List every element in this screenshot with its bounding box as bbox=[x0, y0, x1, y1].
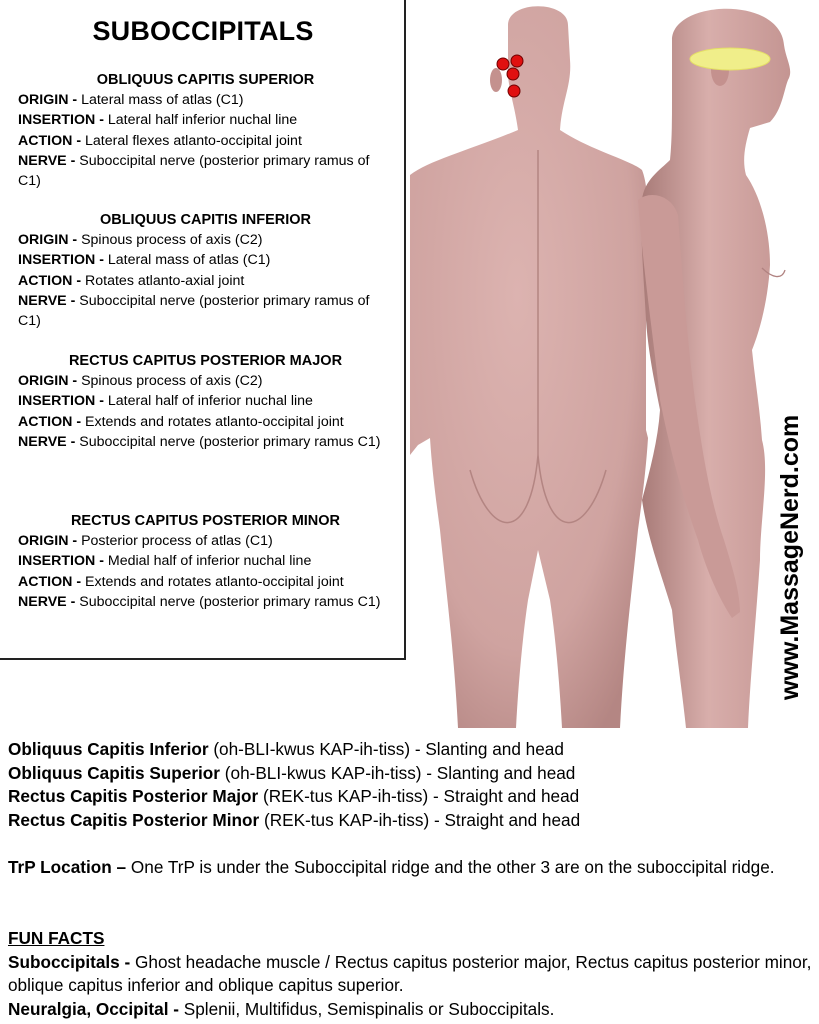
origin-row: ORIGIN - Posterior process of atlas (C1) bbox=[18, 533, 273, 550]
origin-row: ORIGIN - Spinous process of axis (C2) bbox=[18, 232, 263, 249]
insertion-row: INSERTION - Lateral half of inferior nuchal line bbox=[18, 393, 313, 410]
trigger-point-4 bbox=[508, 85, 520, 97]
trigger-point-2 bbox=[511, 55, 523, 67]
trigger-point-1 bbox=[497, 58, 509, 70]
fun-fact-item: Neuralgia, Occipital - Splenii, Multifidus, Semispinalis or Suboccipitals. bbox=[8, 998, 555, 1019]
action-row: ACTION - Extends and rotates atlanto-occipital joint bbox=[18, 573, 344, 590]
insertion-row: INSERTION - Medial half of inferior nuchal line bbox=[18, 553, 312, 570]
pronunciation-row: Rectus Capitis Posterior Minor (REK-tus KAP-ih-tiss) - Straight and head bbox=[8, 809, 581, 830]
muscle-name: RECTUS CAPITUS POSTERIOR MINOR bbox=[70, 513, 341, 529]
muscle-block-rectus-major bbox=[18, 351, 393, 452]
action-row: ACTION - Lateral flexes atlanto-occipital joint bbox=[18, 132, 302, 149]
side-view-body bbox=[638, 9, 790, 728]
anatomy-figure bbox=[410, 0, 819, 728]
origin-row: ORIGIN - Lateral mass of atlas (C1) bbox=[18, 92, 244, 109]
headache-zone-highlight bbox=[690, 48, 770, 70]
muscle-info-box bbox=[0, 0, 406, 660]
insertion-row: INSERTION - Lateral half inferior nuchal line bbox=[18, 112, 298, 129]
fun-fact-item: Suboccipitals - Ghost headache muscle / Rectus capitus posterior major, Rectus capitus posterior minor, oblique capitus inferior and oblique capitus superior. bbox=[8, 951, 812, 995]
muscle-name: OBLIQUUS CAPITIS INFERIOR bbox=[99, 212, 312, 228]
nerve-row: NERVE - Suboccipital nerve (posterior primary ramus of C1) bbox=[18, 152, 370, 190]
action-row: ACTION - Extends and rotates atlanto-occipital joint bbox=[18, 413, 344, 430]
pronunciation-list bbox=[8, 738, 813, 832]
nerve-row: NERVE - Suboccipital nerve (posterior primary ramus C1) bbox=[18, 593, 381, 610]
muscle-block-obliquus-inferior bbox=[18, 210, 393, 331]
pronunciation-row: Obliquus Capitis Inferior (oh-BLI-kwus KAP-ih-tiss) - Slanting and head bbox=[8, 739, 564, 759]
page-title: SUBOCCIPITALS bbox=[92, 16, 314, 46]
nerve-row: NERVE - Suboccipital nerve (posterior primary ramus of C1) bbox=[18, 292, 370, 330]
pronunciation-row: Rectus Capitis Posterior Major (REK-tus KAP-ih-tiss) - Straight and head bbox=[8, 786, 580, 806]
muscle-block-rectus-minor bbox=[18, 511, 393, 612]
origin-row: ORIGIN - Spinous process of axis (C2) bbox=[18, 373, 263, 390]
trp-location: TrP Location – One TrP is under the Suboccipital ridge and the other 3 are on the suboccipital ridge. bbox=[8, 857, 775, 877]
nerve-row: NERVE - Suboccipital nerve (posterior primary ramus C1) bbox=[18, 433, 381, 450]
trigger-point-3 bbox=[507, 68, 519, 80]
fun-facts bbox=[8, 927, 813, 1021]
pronunciation-row: Obliquus Capitis Superior (oh-BLI-kwus KAP-ih-tiss) - Slanting and head bbox=[8, 762, 576, 783]
muscle-name: OBLIQUUS CAPITIS SUPERIOR bbox=[96, 72, 315, 88]
muscle-name: RECTUS CAPITUS POSTERIOR MAJOR bbox=[68, 353, 343, 369]
muscle-block-obliquus-superior bbox=[18, 70, 393, 191]
back-view-body bbox=[410, 6, 648, 728]
fun-facts-heading: FUN FACTS bbox=[8, 928, 105, 948]
insertion-row: INSERTION - Lateral mass of atlas (C1) bbox=[18, 252, 271, 269]
action-row: ACTION - Rotates atlanto-axial joint bbox=[18, 272, 245, 289]
